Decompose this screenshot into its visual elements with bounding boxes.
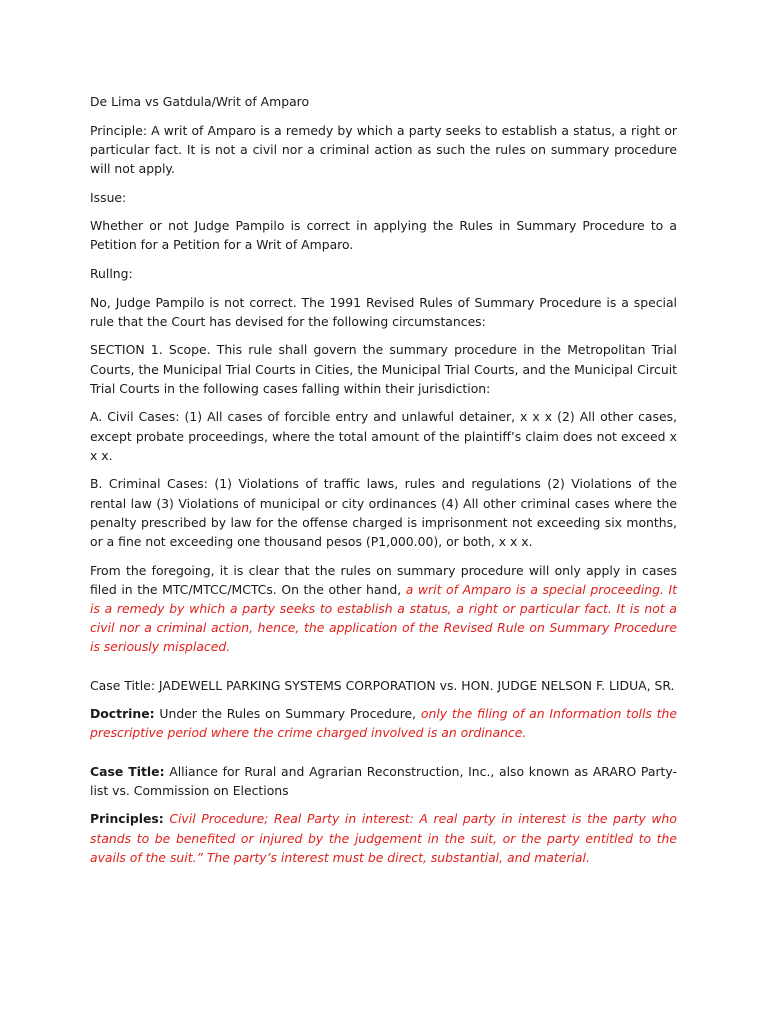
foregoing-plain-text: From the foregoing, it is clear that the rules on summary procedure will only apply in cases filed in the MTC/MTCC/MCTCs. On the other hand,	[90, 562, 677, 597]
principles-label: Principles:	[90, 811, 164, 827]
case2-title: Case Title: JADEWELL PARKING SYSTEMS CORPORATION vs. HON. JUDGE NELSON F. LIDUA, SR.	[90, 677, 675, 693]
doctrine-plain-text: Under the Rules on Summary Procedure,	[154, 706, 421, 722]
foregoing-highlighted-text: a writ of Amparo is a special proceeding. It is a remedy by which a party seeks to establish a status, a right or particular fact. It is not a civil nor a criminal action, hence, the application of the Revised Rule on Summary Procedure is seriously misplaced.	[90, 581, 677, 655]
case1-title: De Lima vs Gatdula/Writ of Amparo	[90, 94, 310, 109]
doctrine-highlighted-text: only the filing of an Information tolls the prescriptive period where the crime charged involved is an ordinance.	[90, 706, 677, 741]
doctrine-label: Doctrine:	[90, 706, 155, 722]
ruling-label: Rullng:	[90, 265, 133, 281]
case3-title	[90, 762, 677, 800]
civil-cases: A. Civil Cases: (1) All cases of forcible entry and unlawful detainer, x x x (2) All other cases, except probate proceedings, where the total amount of the plaintiff’s claim does not exceed x x x.	[90, 409, 677, 463]
case3-title-label: Case Title:	[90, 763, 165, 779]
criminal-cases: B. Criminal Cases: (1) Violations of traffic laws, rules and regulations (2) Violations of the rental law (3) Violations of municipal or city ordinances (4) All other criminal cases where the penalty prescribed by law for the offense charged is imprisonment not exceeding six months, or a fine not exceeding one thousand pesos (P1,000.00), or both, x x x.	[90, 476, 677, 549]
section-1-scope: SECTION 1. Scope. This rule shall govern the summary procedure in the Metropolitan Trial Courts, the Municipal Trial Courts in Cities, the Municipal Trial Courts, and the Municipal Circuit Trial Courts in the following cases falling within their jurisdiction:	[90, 342, 677, 396]
principles-highlighted-text: Civil Procedure; Real Party in interest: A real party in interest is the party who stands to be benefited or injured by the judgement in the suit, or the party entitled to the avails of the suit.” The party’s interest must be direct, substantial, and material.	[90, 811, 677, 865]
case2-doctrine	[90, 704, 677, 742]
case1-principle: Principle: A writ of Amparo is a remedy by which a party seeks to establish a status, a right or particular fact. It is not a civil nor a criminal action as such the rules on summary procedure will not apply.	[90, 122, 677, 176]
issue-label: Issue:	[90, 189, 127, 205]
foregoing-paragraph	[90, 561, 677, 657]
issue-text: Whether or not Judge Pampilo is correct in applying the Rules in Summary Procedure to a Petition for a Petition for a Writ of Amparo.	[90, 218, 677, 253]
ruling-text: No, Judge Pampilo is not correct. The 1991 Revised Rules of Summary Procedure is a special rule that the Court has devised for the following circumstances:	[90, 294, 677, 329]
case3-title-text: Alliance for Rural and Agrarian Reconstruction, Inc., also known as ARARO Party-list vs. Commission on Elections	[90, 763, 677, 798]
case3-principles	[90, 809, 677, 867]
